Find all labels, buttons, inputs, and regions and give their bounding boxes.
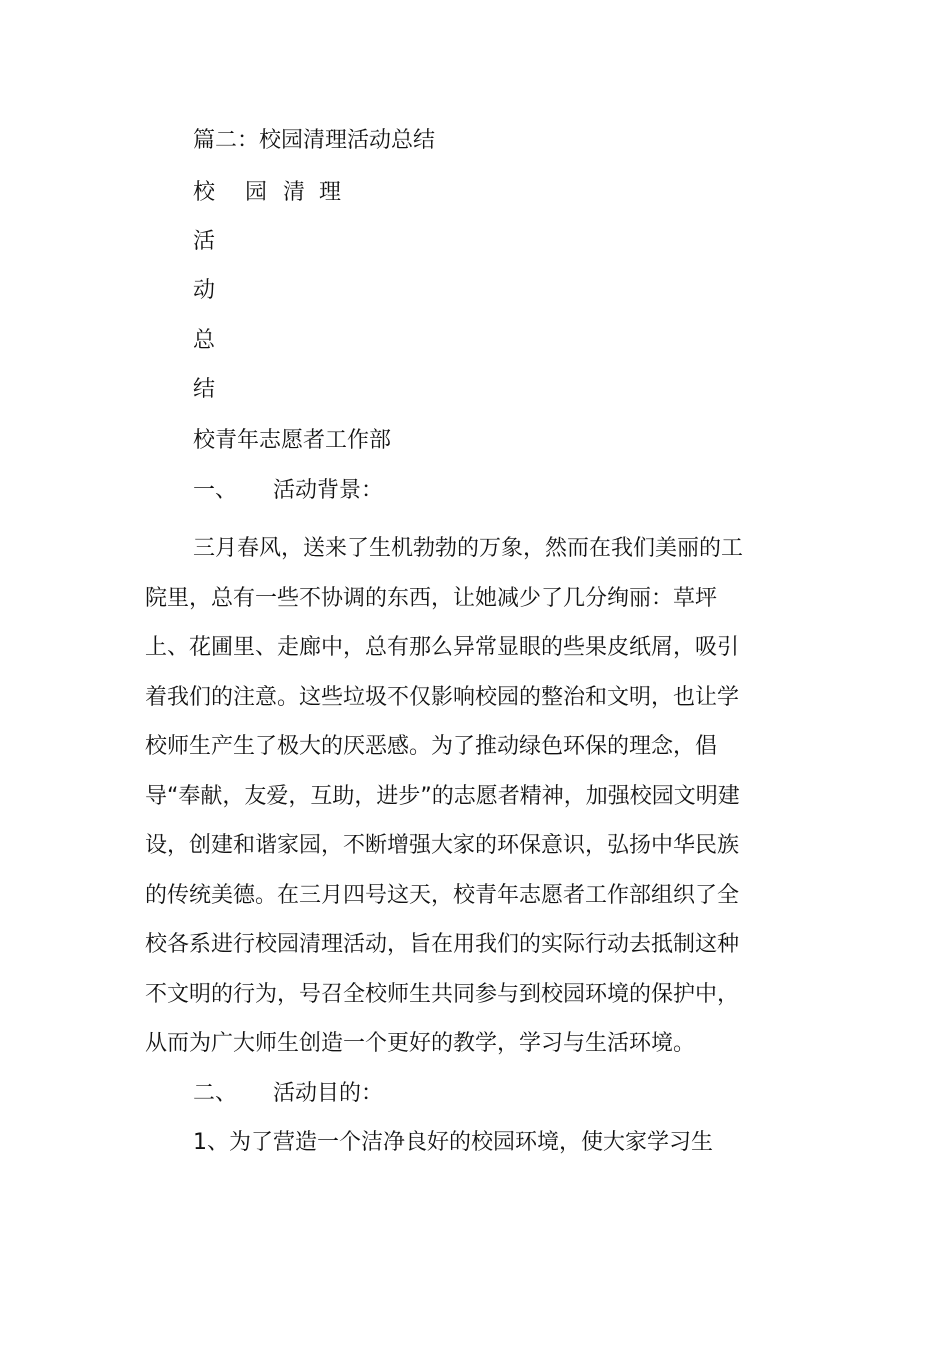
doc-heading: 篇二：校园清理活动总结 bbox=[193, 128, 436, 153]
title-vertical-char: 总 bbox=[193, 328, 216, 353]
paragraph-purpose: 1、为了营造一个洁净良好的校园环境，使大家学习生 bbox=[193, 1130, 713, 1155]
section-heading-2 bbox=[145, 1069, 745, 1119]
section-number: 二、 bbox=[193, 1080, 238, 1106]
paragraph-background: 三月春风，送来了生机勃勃的万象，然而在我们美丽的工院里，总有一些不协调的东西，让她减少了几分绚丽：草坪上、花圃里、走廊中，总有那么异常显眼的些果皮纸屑，吸引着我们的注意。这些垃圾不仅影响校园的整治和文明，也让学校师生产生了极大的厌恶感。为了推动绿色环保的理念，倡导“奉献，友爱，互助，进步”的志愿者精神，加强校园文明建设，创建和谐家园，不断增强大家的环保意识，弘扬中华民族的传统美德。在三月四号这天，校青年志愿者工作部组织了全校各系进行校园清理活动，旨在用我们的实际行动去抵制这种不文明的行为，号召全校师生共同参与到校园环境的保护中，从而为广大师生创造一个更好的教学，学习与生活环境。 bbox=[145, 536, 744, 1056]
section-number: 一、 bbox=[193, 478, 238, 503]
doc-author: 校青年志愿者工作部 bbox=[193, 428, 392, 453]
title-char: 清 bbox=[283, 180, 306, 205]
body-text bbox=[145, 524, 745, 1168]
section-title: 活动目的： bbox=[273, 1080, 384, 1106]
title-vertical-char: 结 bbox=[193, 377, 216, 402]
title-char: 园 bbox=[245, 180, 268, 205]
doc-title-row bbox=[193, 178, 341, 208]
title-vertical-char: 活 bbox=[193, 229, 216, 254]
title-char: 校 bbox=[193, 180, 216, 205]
title-vertical-char: 动 bbox=[193, 278, 216, 303]
section-title: 活动背景： bbox=[273, 478, 384, 503]
title-char: 理 bbox=[319, 180, 342, 205]
section-heading-1 bbox=[193, 476, 383, 506]
